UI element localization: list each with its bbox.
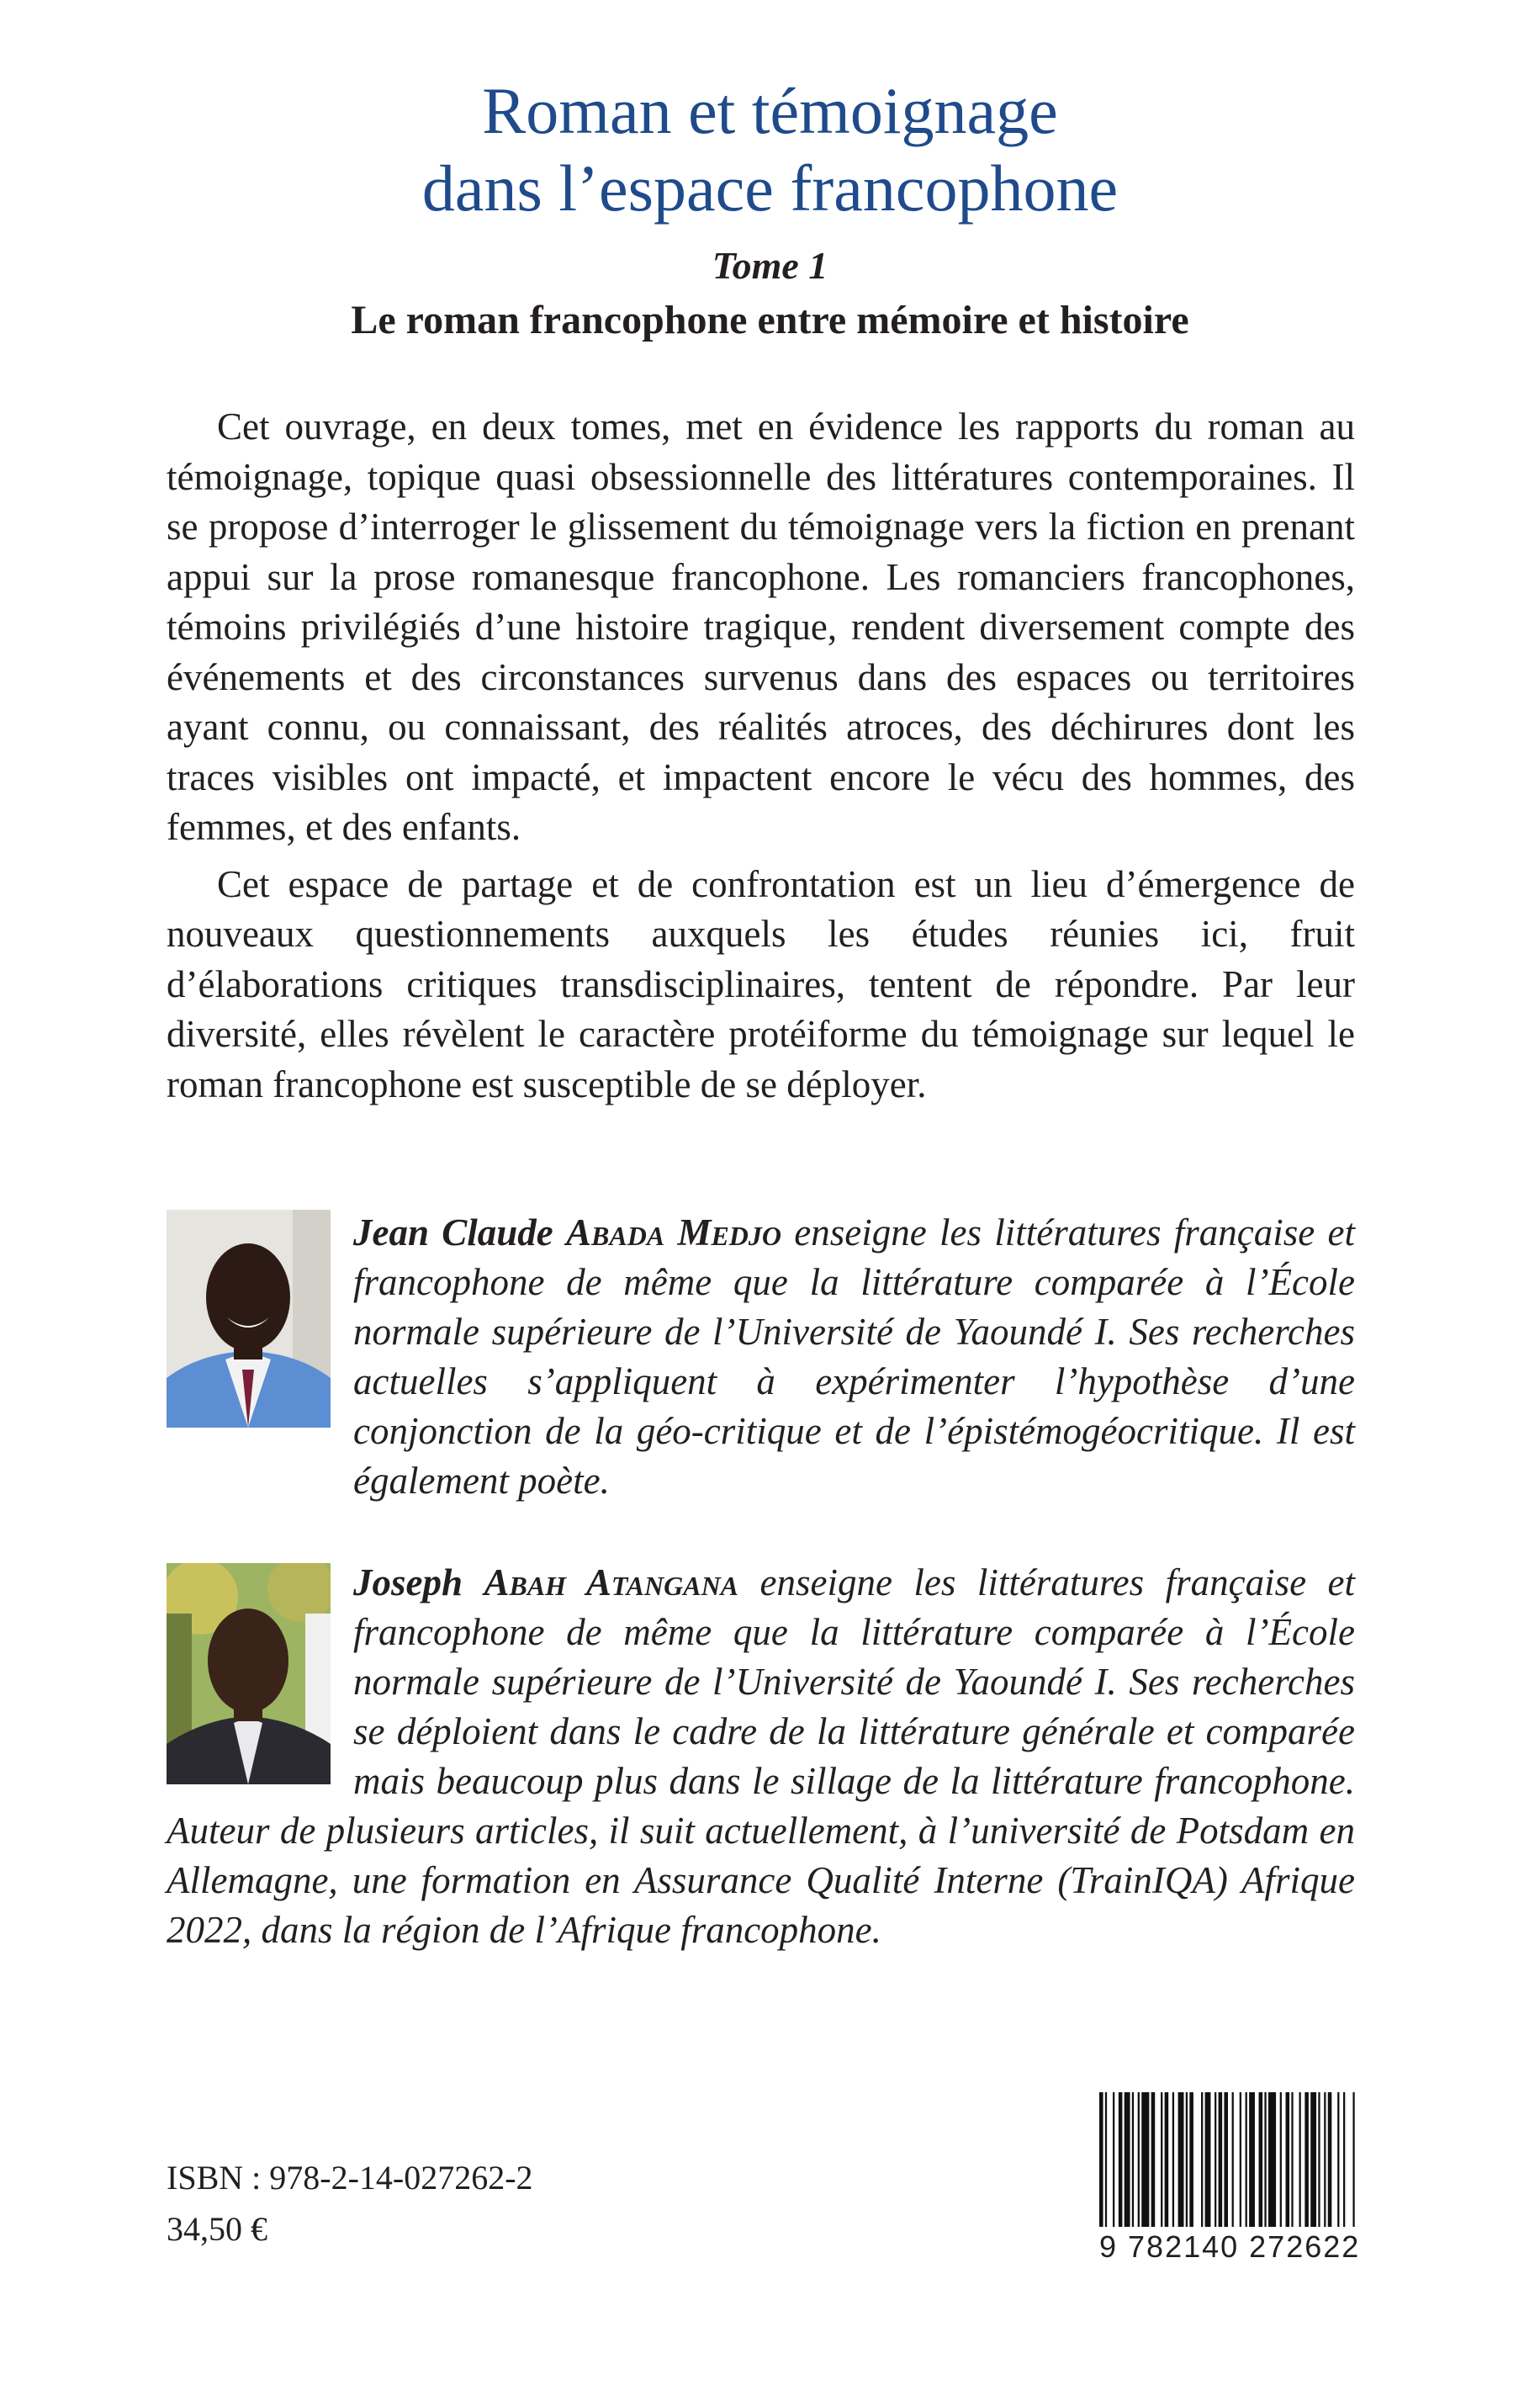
author-bio-1 xyxy=(167,1208,1355,1506)
barcode-bar xyxy=(1249,2092,1255,2227)
author-bio-text-1: enseigne les littératures française et francophone de même que la littérature comparée à l’École normale supérieure de l’Université de Yaoundé I. Ses recherches actuelles s’appliquent à expérimenter l’hypothèse d’une conjonction de la géo-critique et de l’épistémogéocritique. Il est également poète. xyxy=(353,1211,1355,1502)
summary-paragraph-2: Cet espace de partage et de confrontation est un lieu d’émergence de nouveaux questionnements auxquels les études réunies ici, fruit d’élaborations critiques transdisciplinaires, tentent de répondre. Par leur diversité, elles révèlent le caractère protéiforme du témoignage sur lequel le roman francophone est susceptible de se déployer. xyxy=(167,862,1355,1105)
barcode-bar xyxy=(1246,2092,1247,2227)
barcode-bar xyxy=(1165,2092,1169,2227)
author-name-1 xyxy=(353,1211,781,1253)
barcode-bar xyxy=(1138,2092,1140,2227)
summary-paragraph-1: Cet ouvrage, en deux tomes, met en évidence les rapports du roman au témoignage, topique quasi obsessionnelle des littératures contemporaines. Il se propose d’interroger le glissement du témoignage vers la fiction en prenant appui sur la prose romanesque francophone. Les romanciers francophones, témoins privilégiés d’une histoire tragique, rendent diversement compte des événements et des circonstances survenus dans des espaces ou territoires ayant connu, ou connaissant, des réalités atroces, des déchirures dont les traces visibles ont impacté, et impactent encore le vécu des hommes, des femmes, et des enfants. xyxy=(167,405,1355,848)
barcode-bar xyxy=(1286,2092,1290,2227)
isbn-label: ISBN : 978-2-14-027262-2 xyxy=(167,2159,533,2197)
barcode-bar xyxy=(1310,2092,1316,2227)
barcode-bar xyxy=(1201,2092,1203,2227)
book-subtitle: Le roman francophone entre mémoire et histoire xyxy=(351,298,1189,342)
barcode-bar xyxy=(1268,2092,1276,2227)
book-title-line-2: dans l’espace francophone xyxy=(421,151,1119,225)
barcode-bar xyxy=(1119,2092,1123,2227)
barcode-bar xyxy=(1352,2092,1354,2227)
barcode-bar xyxy=(1232,2092,1234,2227)
barcode xyxy=(1099,2092,1361,2267)
barcode-bar xyxy=(1318,2092,1320,2227)
barcode-bar xyxy=(1328,2092,1332,2227)
author-bio-2 xyxy=(167,1558,1355,1955)
barcode-bar xyxy=(1240,2092,1241,2227)
barcode-digits: 9 782140 272622 xyxy=(1099,2229,1361,2264)
barcode-bar xyxy=(1305,2092,1309,2227)
barcode-bar xyxy=(1219,2092,1223,2227)
barcode-bar xyxy=(1259,2092,1263,2227)
barcode-bars xyxy=(1099,2092,1357,2227)
author-first-name-2: Joseph xyxy=(353,1561,463,1603)
barcode-bar xyxy=(1125,2092,1130,2227)
barcode-bar xyxy=(1099,2092,1103,2227)
author-bio-text-2: enseigne les littératures française et francophone de même que la littérature comparée à l’École normale supérieure de l’Université de Yaoundé I. Ses recherches se déploient dans le cadre de la littérature générale et comparée mais beaucoup plus dans le sillage de la littérature francophone. Auteur de plusieurs articles, il suit actuellement, à l’université de Potsdam en Allemagne, une formation en Assurance Qualité Interne (TrainIQA) Afrique 2022, dans la région de l’Afrique francophone. xyxy=(167,1561,1356,1951)
author-first-name-1: Jean Claude xyxy=(353,1211,553,1253)
barcode-bar xyxy=(1337,2092,1339,2227)
cover-header xyxy=(0,72,1540,347)
barcode-bar xyxy=(1141,2092,1149,2227)
photo-spacer-2 xyxy=(167,1558,353,1794)
barcode-bar xyxy=(1151,2092,1156,2227)
barcode-bar xyxy=(1280,2092,1282,2227)
barcode-bar xyxy=(1215,2092,1216,2227)
book-summary xyxy=(167,402,1355,1116)
barcode-bar xyxy=(1205,2092,1211,2227)
barcode-bar xyxy=(1178,2092,1184,2227)
author-last-name-1: Abada Medjo xyxy=(566,1211,782,1253)
photo-spacer-1 xyxy=(167,1208,353,1494)
barcode-bar xyxy=(1161,2092,1162,2227)
barcode-bar xyxy=(1113,2092,1114,2227)
barcode-bar xyxy=(1343,2092,1345,2227)
barcode-bar xyxy=(1172,2092,1174,2227)
barcode-bar xyxy=(1264,2092,1266,2227)
barcode-bar xyxy=(1299,2092,1300,2227)
barcode-bar xyxy=(1324,2092,1326,2227)
barcode-bar xyxy=(1291,2092,1293,2227)
author-name-2 xyxy=(353,1561,738,1603)
price-label: 34,50 € xyxy=(167,2210,267,2248)
tome-label: Tome 1 xyxy=(712,244,828,287)
author-last-name-2: Abah Atangana xyxy=(484,1561,739,1603)
barcode-bar xyxy=(1224,2092,1228,2227)
book-title-line-1: Roman et témoignage xyxy=(482,74,1058,147)
barcode-bar xyxy=(1105,2092,1107,2227)
barcode-bar xyxy=(1132,2092,1134,2227)
barcode-bar xyxy=(1186,2092,1188,2227)
barcode-bar xyxy=(1189,2092,1193,2227)
